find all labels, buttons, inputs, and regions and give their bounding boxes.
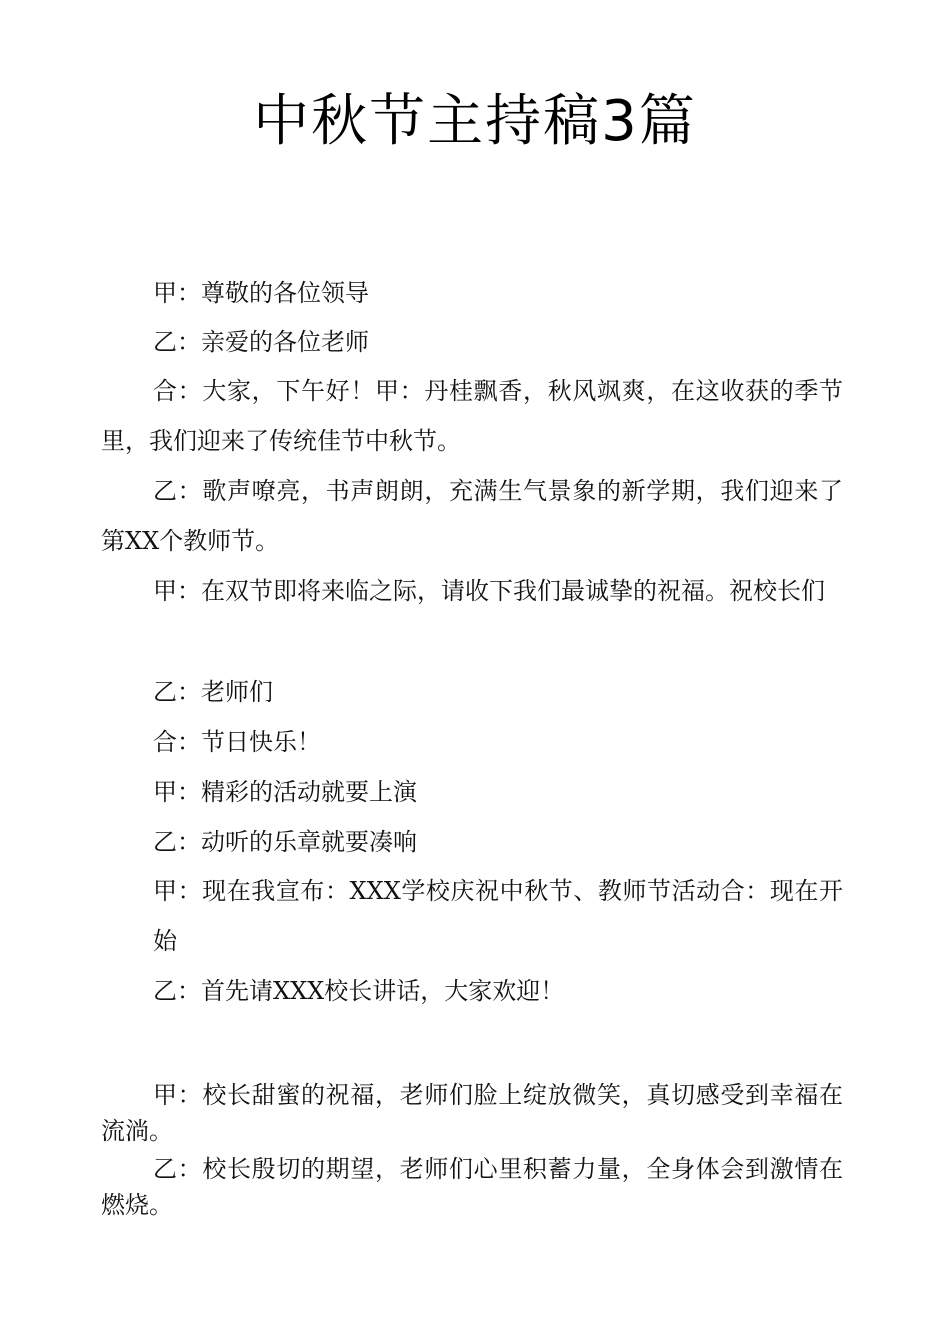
paragraph-1: 甲：尊敬的各位领导 [153,279,369,307]
paragraph-4: 乙：歌声嘹亮，书声朗朗，充满生气景象的新学期，我们迎来了第XX个教师节。 [101,477,843,555]
document-title: 中秋节主持稿3篇 [253,89,697,154]
paragraph-2: 乙：亲爱的各位老师 [153,328,369,356]
paragraph-10: 甲：现在我宣布：XXX学校庆祝中秋节、教师节活动合：现在开始 [153,877,843,955]
paragraph-7: 合：节日快乐！ [153,728,321,756]
paragraph-5: 甲：在双节即将来临之际，请收下我们最诚挚的祝福。祝校长们 [153,577,825,605]
paragraph-3: 合：大家，下午好！甲：丹桂飘香，秋风飒爽，在这收获的季节里，我们迎来了传统佳节中秋节。 [101,377,843,455]
paragraph-12: 甲：校长甜蜜的祝福，老师们脸上绽放微笑，真切感受到幸福在流淌。 [101,1081,843,1145]
paragraph-13: 乙：校长殷切的期望，老师们心里积蓄力量，全身体会到激情在燃烧。 [101,1155,843,1219]
paragraph-9: 乙：动听的乐章就要凑响 [153,828,417,856]
paragraph-8: 甲：精彩的活动就要上演 [153,778,417,806]
paragraph-6: 乙：老师们 [153,678,273,706]
paragraph-11: 乙：首先请XXX校长讲话，大家欢迎！ [153,977,565,1005]
